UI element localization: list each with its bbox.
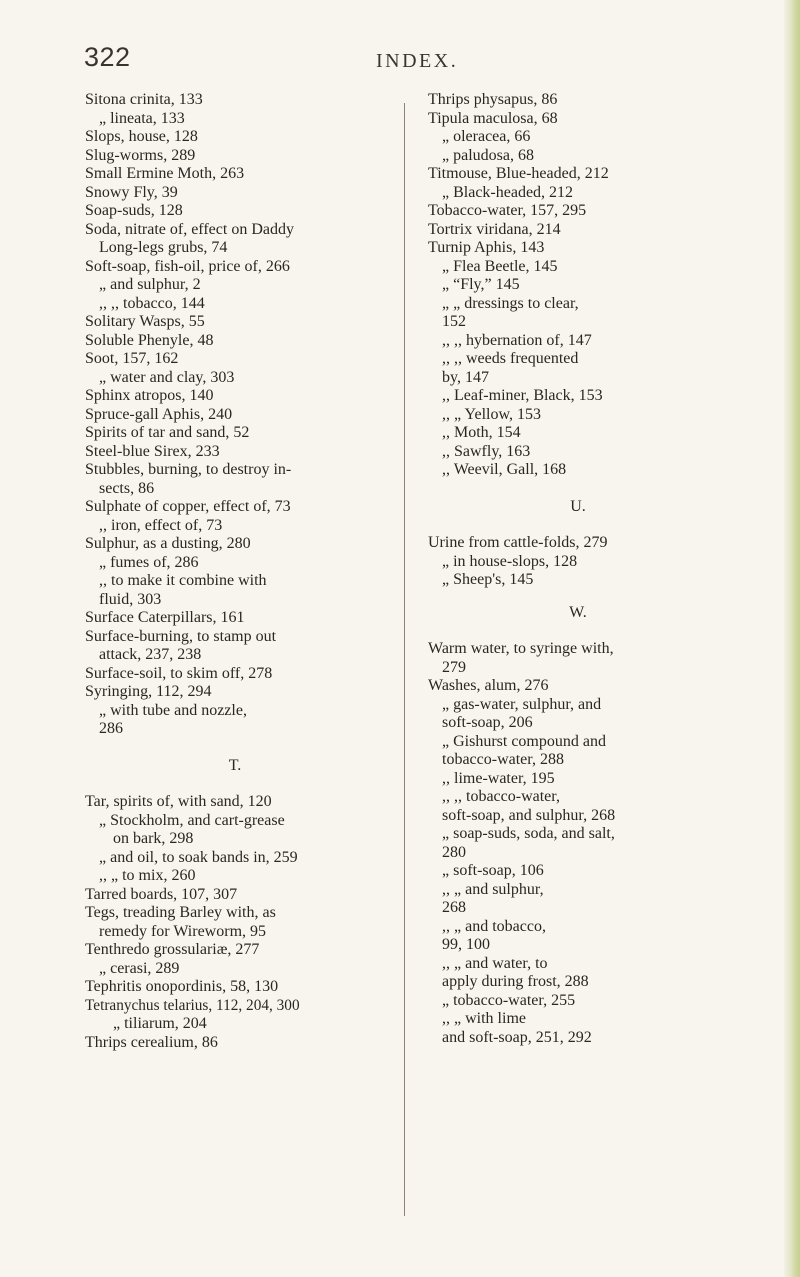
index-subentry: „ Gishurst compound and — [442, 732, 606, 750]
index-entry: Solitary Wasps, 55 — [85, 313, 205, 330]
index-subentry: ,, „ with lime — [442, 1010, 526, 1027]
index-entry: Tobacco-water, 157, 295 — [428, 202, 587, 219]
index-entry: Slug-worms, 289 — [85, 146, 196, 164]
index-entry-continuation: 268 — [442, 899, 466, 916]
index-subentry: „ tobacco-water, 255 — [442, 991, 576, 1009]
index-entry-continuation: soft-soap, 206 — [442, 714, 533, 731]
index-entry-continuation: soft-soap, and sulphur, 268 — [442, 806, 616, 824]
index-entry-continuation: 280 — [442, 843, 466, 861]
index-subentry: ,, ,, hybernation of, 147 — [442, 331, 592, 349]
index-subentry: ,, ,, tobacco-water, — [442, 788, 560, 805]
index-entry: Titmouse, Blue-headed, 212 — [428, 165, 609, 182]
index-subentry: „ Stockholm, and cart-grease — [99, 811, 285, 829]
index-subentry: „ “Fly,” 145 — [442, 276, 520, 293]
index-entry-continuation: sects, 86 — [99, 479, 155, 497]
index-entry: Syringing, 112, 294 — [85, 683, 212, 700]
index-entry: Tephritis onopordinis, 58, 130 — [85, 978, 279, 995]
column-divider — [404, 103, 405, 1216]
section-letter-w: W. — [569, 603, 587, 621]
index-entry: Slops, house, 128 — [85, 128, 198, 145]
index-subentry: „ cerasi, 289 — [99, 959, 180, 977]
index-entry: Spruce-gall Aphis, 240 — [85, 405, 233, 423]
index-subentry: ,, iron, effect of, 73 — [99, 516, 223, 534]
index-entry-continuation: 99, 100 — [442, 936, 490, 953]
index-subentry: ,, Weevil, Gall, 168 — [442, 461, 567, 478]
index-subentry: ,, „ to mix, 260 — [99, 867, 196, 884]
index-subentry: „ paludosa, 68 — [442, 146, 534, 164]
index-subentry: „ soap-suds, soda, and salt, — [442, 825, 615, 842]
index-entry: Sphinx atropos, 140 — [85, 387, 214, 404]
index-entry: Soluble Phenyle, 48 — [85, 331, 214, 349]
index-entry: Tipula maculosa, 68 — [428, 109, 558, 127]
index-subentry: „ soft-soap, 106 — [442, 862, 544, 879]
index-subentry: „ in house-slops, 128 — [442, 552, 578, 570]
index-entry-continuation: fluid, 303 — [99, 590, 162, 608]
index-entry: Tegs, treading Barley with, as — [85, 904, 276, 921]
index-entry: Small Ermine Moth, 263 — [85, 165, 245, 182]
index-subentry: „ water and clay, 303 — [99, 368, 235, 386]
index-subentry: „ Black-headed, 212 — [442, 183, 574, 201]
index-entry-continuation: 279 — [442, 658, 466, 676]
index-entry-continuation: by, 147 — [442, 368, 489, 386]
index-entry: Sulphate of copper, effect of, 73 — [85, 498, 291, 515]
index-entry: Soot, 157, 162 — [85, 350, 179, 367]
index-subentry: ,, to make it combine with — [99, 572, 267, 589]
index-subentry: ,, Sawfly, 163 — [442, 442, 531, 460]
index-subentry: ,, ,, weeds frequented — [442, 350, 579, 367]
index-subentry: „ oleracea, 66 — [442, 128, 531, 145]
index-subentry: ,, „ and tobacco, — [442, 917, 546, 935]
index-entry: Turnip Aphis, 143 — [428, 239, 545, 256]
index-entry: Soda, nitrate of, effect on Daddy — [85, 220, 294, 238]
index-entry: Urine from cattle-folds, 279 — [428, 534, 608, 551]
index-entry: Tetranychus telarius, 112, 204, 300 — [85, 996, 300, 1014]
index-entry: Tortrix viridana, 214 — [428, 220, 561, 238]
index-subentry: ,, ,, tobacco, 144 — [99, 294, 205, 312]
index-subentry: „ and sulphur, 2 — [99, 276, 201, 293]
index-entry: Surface-burning, to stamp out — [85, 627, 277, 645]
index-column-right — [428, 91, 728, 1047]
index-entry-continuation: remedy for Wireworm, 95 — [99, 922, 267, 940]
page-number: 322 — [84, 42, 131, 72]
index-entry: Washes, alum, 276 — [428, 677, 549, 694]
running-head: INDEX. — [376, 50, 459, 72]
index-entry-continuation: and soft-soap, 251, 292 — [442, 1028, 592, 1046]
index-entry: Spirits of tar and sand, 52 — [85, 424, 250, 441]
index-entry: Stubbles, burning, to destroy in- — [85, 461, 292, 478]
index-subentry: „ gas-water, sulphur, and — [442, 695, 602, 713]
index-subentry: „ „ dressings to clear, — [442, 294, 579, 312]
index-entry: Snowy Fly, 39 — [85, 183, 178, 201]
index-subentry: „ and oil, to soak bands in, 259 — [99, 848, 298, 866]
index-entry: Tarred boards, 107, 307 — [85, 885, 238, 903]
page-edge-discoloration — [784, 0, 800, 1277]
index-entry-continuation: 286 — [99, 720, 123, 737]
index-subentry: ,, „ Yellow, 153 — [442, 405, 541, 423]
index-entry: Soap-suds, 128 — [85, 202, 183, 219]
index-entry: Soft-soap, fish-oil, price of, 266 — [85, 257, 290, 275]
index-entry-continuation: on bark, 298 — [113, 830, 194, 847]
index-subentry: ,, „ and sulphur, — [442, 880, 544, 898]
index-subentry: ,, lime-water, 195 — [442, 769, 555, 787]
index-entry: Warm water, to syringe with, — [428, 640, 614, 657]
index-entry-continuation: apply during frost, 288 — [442, 973, 589, 990]
page-header — [76, 42, 736, 82]
index-entry-continuation: Long-legs grubs, 74 — [99, 239, 228, 256]
index-entry: Surface Caterpillars, 161 — [85, 609, 245, 626]
section-letter-u: U. — [570, 497, 586, 515]
index-subentry: ,, Leaf-miner, Black, 153 — [442, 387, 603, 404]
index-entry: Thrips cerealium, 86 — [85, 1033, 218, 1051]
index-entry-continuation: attack, 237, 238 — [99, 646, 202, 663]
index-subentry: „ Sheep's, 145 — [442, 571, 534, 588]
index-subentry: ,, „ and water, to — [442, 954, 548, 972]
index-column-left — [85, 91, 385, 1052]
index-entry: Sulphur, as a dusting, 280 — [85, 535, 251, 552]
index-subentry: „ fumes of, 286 — [99, 553, 199, 571]
index-entry-continuation: 152 — [442, 313, 466, 330]
index-entry: Tenthredo grossulariæ, 277 — [85, 941, 260, 958]
index-subentry: ,, Moth, 154 — [442, 424, 521, 441]
index-entry: Steel-blue Sirex, 233 — [85, 442, 220, 460]
index-subentry: „ tiliarum, 204 — [113, 1015, 207, 1032]
index-entry: Sitona crinita, 133 — [85, 91, 203, 108]
index-subentry: „ Flea Beetle, 145 — [442, 257, 558, 275]
index-subentry: „ with tube and nozzle, — [99, 701, 247, 719]
index-entry: Tar, spirits of, with sand, 120 — [85, 793, 272, 810]
index-entry: Thrips physapus, 86 — [428, 91, 558, 108]
section-letter-t: T. — [228, 756, 242, 774]
index-entry: Surface-soil, to skim off, 278 — [85, 664, 273, 682]
index-entry-continuation: tobacco-water, 288 — [442, 751, 564, 768]
index-subentry: „ lineata, 133 — [99, 109, 185, 127]
